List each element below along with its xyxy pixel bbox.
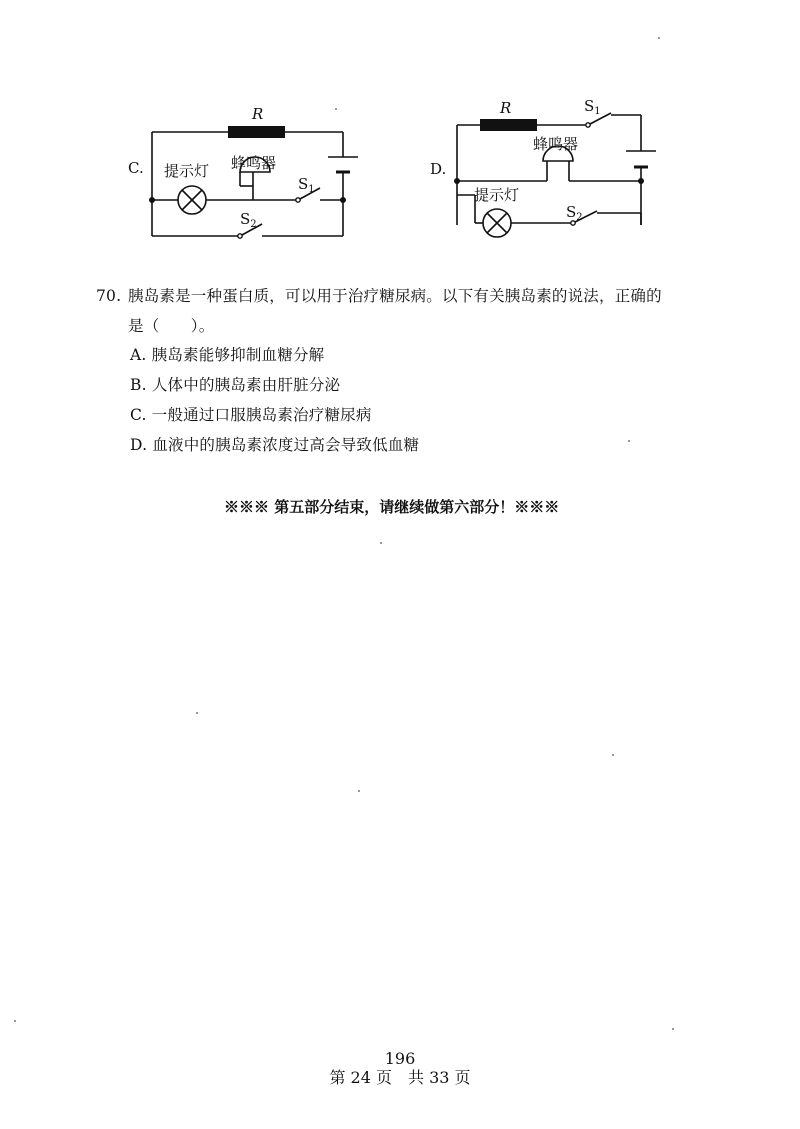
circuit-d-battery [626,151,656,167]
option-a: A. 胰岛素能够抑制血糖分解 [130,346,325,364]
section-end-notice: ※※※ 第五部分结束，请继续做第六部分！※※※ [224,498,560,516]
option-b: B. 人体中的胰岛素由肝脏分泌 [130,376,341,394]
circuit-c-battery [328,157,358,172]
circuit-c-resistor-label: R [252,105,264,123]
circuit-d-lamp-label: 提示灯 [474,186,520,204]
circuit-d-resistor [480,119,537,131]
circuit-d-switch-s1-label: $S_1$ [584,97,601,117]
circuit-d-option-label: D. [430,160,447,178]
circuit-c-switch-s2-label: $S_2$ [240,210,257,230]
circuit-c-switch-s1-label: $S_1$ [298,175,315,195]
question-stem-line2: 是（ ）。 [128,317,215,335]
circuit-c-resistor [228,126,285,138]
circuit-d-buzzer-label: 蜂鸣器 [533,135,579,153]
circuit-c-lamp-label: 提示灯 [164,162,210,180]
circuit-d-diagram [445,95,675,245]
question-number: 70. [96,287,122,305]
page-info: 第 24 页 共 33 页 [329,1068,471,1087]
option-c: C. 一般通过口服胰岛素治疗糖尿病 [130,406,372,424]
circuit-c-option-label: C. [128,159,144,177]
circuit-d-lamp-icon [475,209,511,237]
circuit-c-lamp-icon [178,186,206,214]
circuit-c-buzzer-label: 蜂鸣器 [231,154,277,172]
sheet-number: 196 [384,1049,416,1068]
circuit-d-switch-s2-label: $S_2$ [566,203,583,223]
circuit-d-resistor-label: R [500,99,512,117]
question-stem-line1: 胰岛素是一种蛋白质，可以用于治疗糖尿病。以下有关胰岛素的说法，正确的 [128,287,662,305]
option-d: D. 血液中的胰岛素浓度过高会导致低血糖 [130,436,420,454]
